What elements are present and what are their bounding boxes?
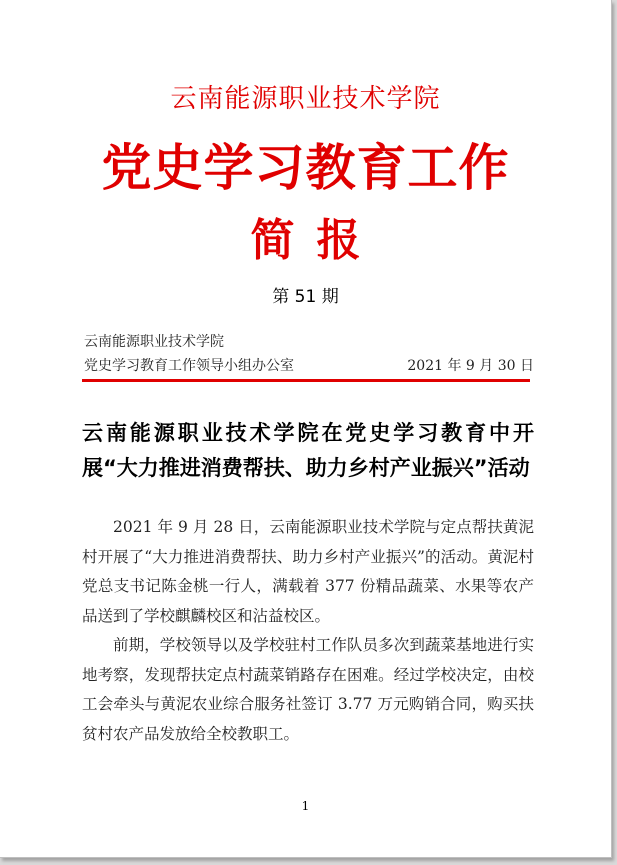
article-paragraph: 前期，学校领导以及学校驻村工作队员多次到蔬菜基地进行实地考察，发现帮扶定点村蔬菜销路存在困难。经过学校决定，由校工会牵头与黄泥农业综合服务社签订 3.77 万元购销合同，购买扶贫村农产品发放给全校教职工。 <box>82 636 534 743</box>
issue-date: 2021 年 9 月 30 日 <box>407 358 534 374</box>
issue-number: 第 51 期 <box>272 287 339 307</box>
article-body <box>82 513 534 749</box>
bulletin-main-title: 党史学习教育工作 <box>101 139 510 197</box>
institution-name: 云南能源职业技术学院 <box>170 84 441 114</box>
page-number: 1 <box>301 799 310 813</box>
issuer-office: 党史学习教育工作领导小组办公室 <box>84 358 294 374</box>
article-paragraph: 2021 年 9 月 28 日，云南能源职业技术学院与定点帮扶黄泥村开展了“大力推进消费帮扶、助力乡村产业振兴”的活动。黄泥村党总支书记陈金桃一行人，满载着 377 份精品蔬菜、水果等农产品送到了学校麒麟校区和沾益校区。 <box>82 518 534 625</box>
article-headline: 云南能源职业技术学院在党史学习教育中开展“大力推进消费帮扶、助力乡村产业振兴”活动 <box>82 421 534 480</box>
red-divider <box>82 379 530 382</box>
bulletin-subtitle: 简报 <box>250 215 383 266</box>
issuer-organization: 云南能源职业技术学院 <box>84 334 224 350</box>
